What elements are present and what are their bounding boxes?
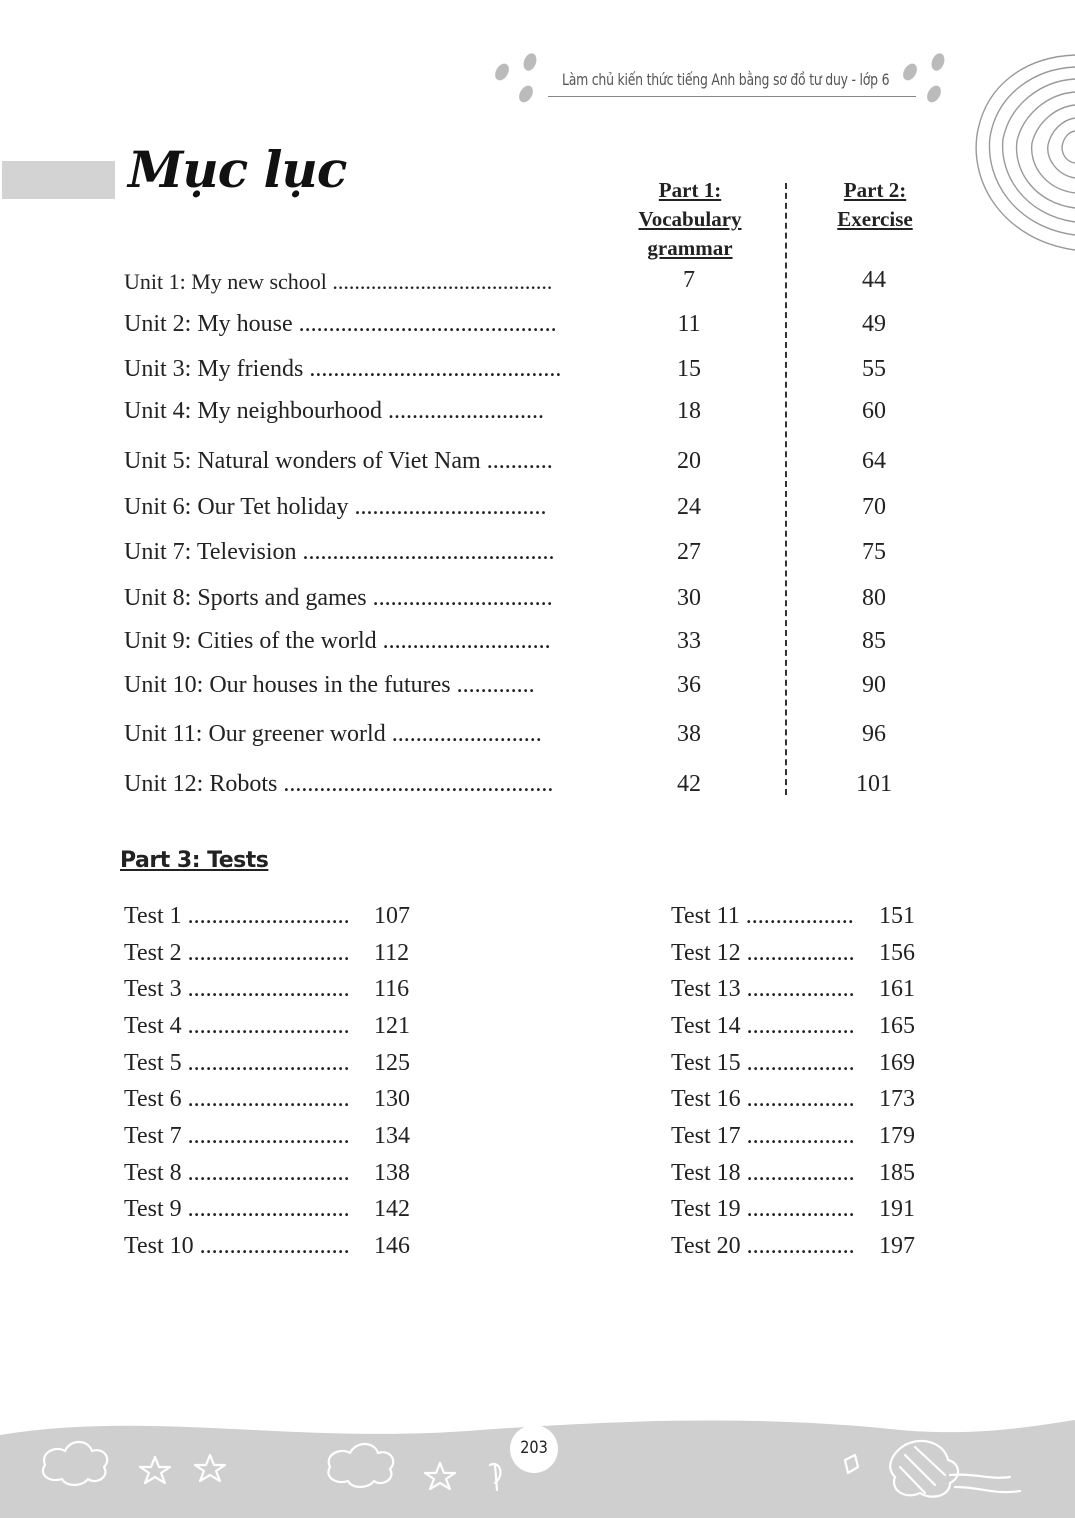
title-accent-bar	[2, 161, 115, 199]
unit-part2-page: 55	[862, 356, 886, 382]
unit-part2-page: 64	[862, 448, 886, 474]
unit-part1-page: 30	[677, 585, 701, 611]
toc-unit-row[interactable]	[124, 771, 924, 801]
test-title: Test 12 ..................	[671, 940, 855, 966]
test-title: Test 10 .........................	[124, 1233, 350, 1259]
test-title: Test 8 ...........................	[124, 1160, 350, 1186]
test-title: Test 20 ..................	[671, 1233, 855, 1259]
unit-part2-page: 49	[862, 311, 886, 337]
test-page: 169	[879, 1050, 915, 1076]
page-title: Mục lục	[128, 140, 347, 199]
unit-title: Unit 2: My house ...........................................	[124, 311, 557, 337]
test-page: 173	[879, 1086, 915, 1112]
test-page: 121	[374, 1013, 410, 1039]
unit-title: Unit 4: My neighbourhood ..........................	[124, 398, 544, 424]
unit-part1-page: 33	[677, 628, 701, 654]
toc-unit-row[interactable]	[124, 672, 924, 702]
unit-title: Unit 5: Natural wonders of Viet Nam ...........	[124, 448, 553, 474]
page-number: 203	[520, 1438, 548, 1458]
unit-part2-page: 90	[862, 672, 886, 698]
test-page: 125	[374, 1050, 410, 1076]
unit-title: Unit 1: My new school ........................................	[124, 269, 553, 294]
test-page: 130	[374, 1086, 410, 1112]
test-title: Test 5 ...........................	[124, 1050, 350, 1076]
test-title: Test 18 ..................	[671, 1160, 855, 1186]
test-page: 179	[879, 1123, 915, 1149]
unit-part1-page: 42	[677, 771, 701, 797]
unit-part2-page: 75	[862, 539, 886, 565]
column-header-part1-line3: grammar	[647, 236, 733, 260]
test-title: Test 1 ...........................	[124, 903, 350, 929]
unit-part1-page: 15	[677, 356, 701, 382]
running-header: Làm chủ kiến thức tiếng Anh bằng sơ đồ tư duy - lớp 6	[562, 70, 890, 89]
test-page: 161	[879, 976, 915, 1002]
unit-part1-page: 18	[677, 398, 701, 424]
column-header-part2-line1: Part 2:	[843, 178, 907, 202]
unit-part1-page: 7	[683, 267, 695, 293]
unit-part2-page: 85	[862, 628, 886, 654]
unit-title: Unit 8: Sports and games ..............................	[124, 585, 553, 611]
unit-part2-page: 44	[862, 267, 886, 293]
part3-heading: Part 3: Tests	[120, 848, 269, 873]
unit-part1-page: 27	[677, 539, 701, 565]
unit-part1-page: 36	[677, 672, 701, 698]
column-header-part2-line2: Exercise	[837, 207, 913, 231]
unit-part1-page: 38	[677, 721, 701, 747]
paw-dots-right-icon	[898, 48, 958, 108]
test-title: Test 17 ..................	[671, 1123, 855, 1149]
toc-unit-row[interactable]	[124, 267, 924, 297]
unit-part1-page: 11	[677, 311, 701, 337]
unit-title: Unit 11: Our greener world .........................	[124, 721, 542, 747]
test-title: Test 9 ...........................	[124, 1196, 350, 1222]
test-title: Test 14 ..................	[671, 1013, 855, 1039]
paw-dots-left-icon	[490, 48, 560, 108]
unit-title: Unit 10: Our houses in the futures .............	[124, 672, 535, 698]
unit-part1-page: 20	[677, 448, 701, 474]
unit-part2-page: 70	[862, 494, 886, 520]
test-page: 197	[879, 1233, 915, 1259]
test-title: Test 2 ...........................	[124, 940, 350, 966]
unit-part2-page: 80	[862, 585, 886, 611]
toc-unit-row[interactable]	[124, 311, 924, 341]
test-title: Test 11 ..................	[671, 903, 854, 929]
column-header-part2	[805, 176, 945, 234]
unit-title: Unit 9: Cities of the world ............................	[124, 628, 551, 654]
header-rule	[548, 96, 916, 97]
unit-title: Unit 12: Robots .............................................	[124, 771, 554, 797]
test-title: Test 4 ...........................	[124, 1013, 350, 1039]
test-page: 112	[374, 940, 410, 966]
test-page: 116	[374, 976, 410, 1002]
test-title: Test 19 ..................	[671, 1196, 855, 1222]
test-page: 138	[374, 1160, 410, 1186]
column-header-part1-line1: Part 1:	[658, 178, 722, 202]
test-page: 151	[879, 903, 915, 929]
column-header-part1-line2: Vocabulary	[638, 207, 742, 231]
unit-part1-page: 24	[677, 494, 701, 520]
toc-unit-row[interactable]	[124, 356, 924, 386]
test-page: 185	[879, 1160, 915, 1186]
test-title: Test 6 ...........................	[124, 1086, 350, 1112]
toc-unit-row[interactable]	[124, 494, 924, 524]
unit-part2-page: 101	[856, 771, 892, 797]
test-title: Test 3 ...........................	[124, 976, 350, 1002]
toc-unit-row[interactable]	[124, 628, 924, 658]
footer-wave-decoration	[0, 1405, 1075, 1518]
unit-part2-page: 96	[862, 721, 886, 747]
toc-unit-row[interactable]	[124, 585, 924, 615]
toc-unit-row[interactable]	[124, 721, 924, 751]
test-page: 146	[374, 1233, 410, 1259]
toc-unit-row[interactable]	[124, 539, 924, 569]
wood-rings-decoration-icon	[955, 35, 1075, 260]
unit-title: Unit 7: Television ..........................................	[124, 539, 555, 565]
toc-unit-row[interactable]	[124, 448, 924, 478]
test-page: 191	[879, 1196, 915, 1222]
unit-part2-page: 60	[862, 398, 886, 424]
unit-title: Unit 6: Our Tet holiday ................................	[124, 494, 547, 520]
test-page: 142	[374, 1196, 410, 1222]
unit-title: Unit 3: My friends ..........................................	[124, 356, 562, 382]
test-title: Test 15 ..................	[671, 1050, 855, 1076]
test-page: 107	[374, 903, 410, 929]
test-title: Test 13 ..................	[671, 976, 855, 1002]
test-title: Test 16 ..................	[671, 1086, 855, 1112]
test-page: 134	[374, 1123, 410, 1149]
test-page: 165	[879, 1013, 915, 1039]
test-page: 156	[879, 940, 915, 966]
column-header-part1	[610, 176, 770, 263]
test-title: Test 7 ...........................	[124, 1123, 350, 1149]
toc-unit-row[interactable]	[124, 398, 924, 428]
